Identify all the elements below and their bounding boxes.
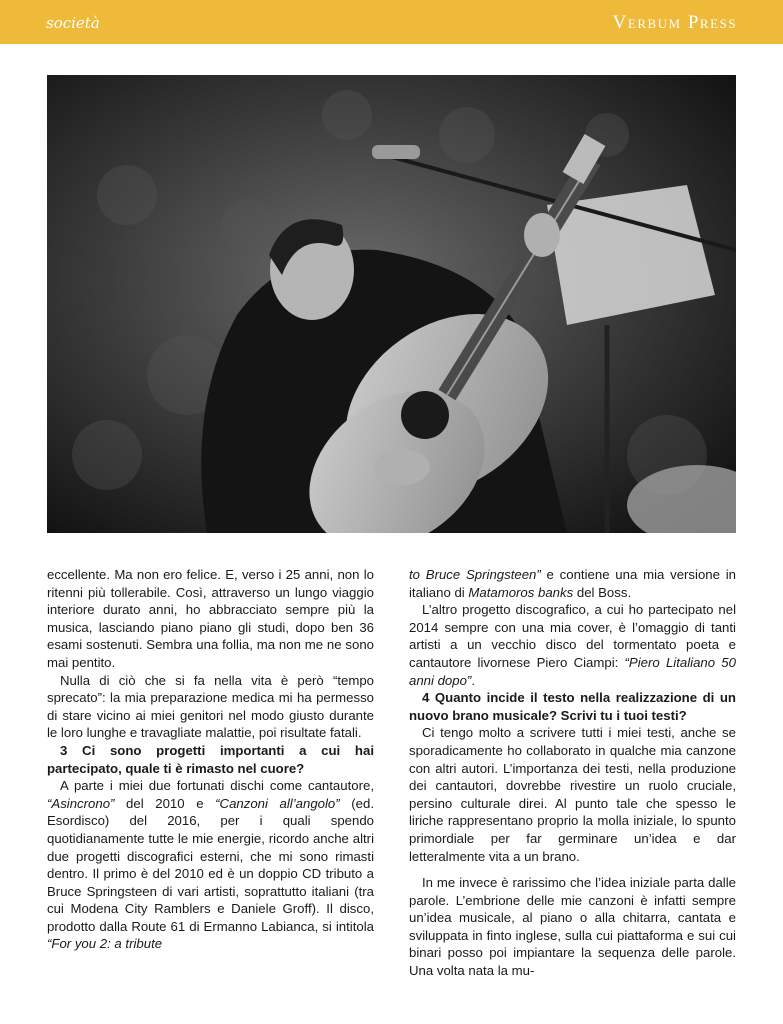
brand-name: Verbum Press: [612, 12, 737, 33]
paragraph: In me invece è rarissimo che l’idea iniziale parta dalle parole. L’embrione delle mie canzoni è infatti sempre un’idea musicale, al piano o alla chitarra, cantata e sviluppata in finto inglese, sulla cui piattaforma e sui cui binari posso poi impiantare la sequenza delle parole. Una volta nata la mu-: [409, 875, 736, 979]
photo-illustration: [47, 75, 736, 533]
right-column: [409, 566, 736, 980]
paragraph: Nulla di ciò che si fa nella vita è però “tempo sprecato”: la mia preparazione medica mi ha permesso di stare vicino ai miei genitori nel modo giusto durante le loro lunghe e travagliate malattie, poi risultate fatali.: [47, 672, 374, 741]
paragraph: to Bruce Springsteen” e contiene una mia versione in italiano di Matamoros banks del Boss.: [409, 567, 736, 600]
paragraph: eccellente. Ma non ero felice. E, verso i 25 anni, non lo ritenni più tollerabile. Così, attraverso un lungo viaggio interiore durato anni, ho abbracciato sempre più la musica, lasciando piano piano gli studi, dopo ben 36 esami sostenuti. Sembra una follia, ma non me ne sono mai pentito.: [47, 567, 374, 670]
musician-photo: [47, 75, 736, 533]
question-heading: 4 Quanto incide il testo nella realizzazione di un nuovo brano musicale? Scrivi tu i tuoi testi?: [409, 690, 736, 723]
paragraph: A parte i miei due fortunati dischi come cantautore, “Asincrono” del 2010 e “Canzoni all’angolo” (ed. Esordisco) del 2016, per i quali spendo quotidianamente tutte le mie energie, ricordo anche altri due progetti discografici esterni, che mi sono rimasti dentro. Il primo è del 2010 ed è un doppio CD tributo a Bruce Springsteen di vari artisti, soprattutto italiani (tra cui Modena City Ramblers e Daniele Groff). Il disco, prodotto dalla Route 61 di Ermanno Labianca, si intitola “For you 2: a tribute: [47, 778, 375, 952]
left-column: [47, 566, 374, 953]
question-heading: 3 Ci sono progetti importanti a cui hai partecipato, quale ti è rimasto nel cuore?: [47, 742, 374, 776]
header-bar: [0, 0, 783, 44]
section-label: società: [46, 14, 100, 32]
paragraph: Ci tengo molto a scrivere tutti i miei testi, anche se sporadicamente ho collaborato in qualche mia canzone con altri autori. L’importanza dei testi, nella produzione dei cantautori, dovrebbe rivestire un ruolo cruciale, persino culturale direi. Al punto tale che spesso le liriche rappresentano proprio la molla iniziale, lo spunto primordiale per far germinare un’idea e dar letteralmente vita a un brano.: [409, 725, 736, 864]
paragraph: L’altro progetto discografico, a cui ho partecipato nel 2014 sempre con una mia cover, è l’omaggio di tanti artisti a un vecchio disco del tormentato poeta e cantautore livornese Piero Ciampi: “Piero Litaliano 50 anni dopo”.: [409, 602, 736, 688]
